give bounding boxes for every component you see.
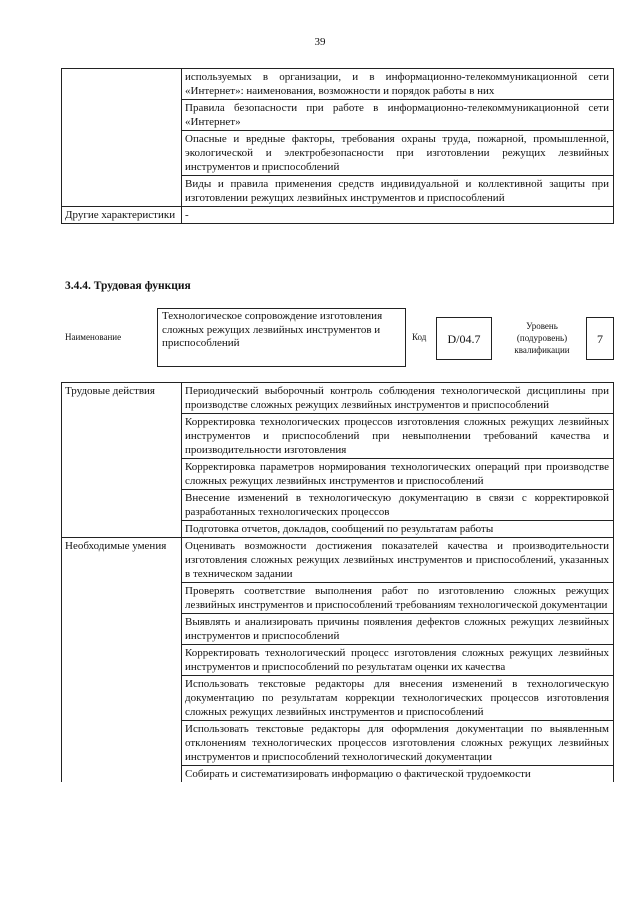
labor-action-item: Подготовка отчетов, докладов, сообщений по результатам работы — [182, 521, 614, 538]
code-label: Код — [412, 332, 427, 342]
skill-item: Собирать и систематизировать информацию о фактической трудоемкости — [182, 766, 614, 783]
skill-item: Проверять соответствие выполнения работ по изготовлению сложных режущих лезвийных инструментов и приспособлений требованиям технологической документации — [182, 583, 614, 614]
table-row — [62, 538, 614, 583]
required-skills-label: Необходимые умения — [62, 538, 182, 783]
labor-action-item: Периодический выборочный контроль соблюдения технологической дисциплины при производстве сложных режущих лезвийных инструментов и приспособлений — [182, 383, 614, 414]
knowledge-table-continuation — [61, 68, 614, 224]
knowledge-item: Правила безопасности при работе в информационно-телекоммуникационной сети «Интернет» — [182, 100, 614, 131]
labor-action-item: Корректировка технологических процессов изготовления сложных режущих лезвийных инструментов и приспособлений при невыполнении требований качества и производительности изготовления — [182, 414, 614, 459]
level-label: Уровень (подуровень) квалификации — [514, 321, 570, 355]
skill-item: Выявлять и анализировать причины появления дефектов сложных режущих лезвийных инструментов и приспособлений — [182, 614, 614, 645]
skill-item: Корректировать технологический процесс изготовления сложных режущих лезвийных инструментов и приспособлений по результатам оценки их качества — [182, 645, 614, 676]
knowledge-item: Виды и правила применения средств индивидуальной и коллективной защиты при изготовлении режущих лезвийных инструментов и приспособлений — [182, 176, 614, 207]
table-row — [62, 207, 614, 224]
labor-action-item: Внесение изменений в технологическую документацию в связи с корректировкой разработанных технологических процессов — [182, 490, 614, 521]
table-row — [62, 383, 614, 414]
table-row — [62, 69, 614, 100]
function-name: Технологическое сопровождение изготовления сложных режущих лезвийных инструментов и приспособлений — [157, 308, 406, 367]
labor-actions-label: Трудовые действия — [62, 383, 182, 538]
page-number: 39 — [314, 36, 326, 48]
other-characteristics-label: Другие характеристики — [62, 207, 182, 224]
function-header — [0, 308, 640, 368]
skill-item: Оценивать возможности достижения показателей качества и производительности изготовления сложных режущих лезвийных инструментов и приспособлений, указанных в техническом задании — [182, 538, 614, 583]
skill-item: Использовать текстовые редакторы для оформления документации по выявленным отклонениям технологических процессов изготовления сложных режущих лезвийных инструментов и приспособлений технологический документации — [182, 721, 614, 766]
labor-action-item: Корректировка параметров нормирования технологических операций при производстве сложных режущих лезвийных инструментов и приспособлений — [182, 459, 614, 490]
name-label: Наименование — [65, 332, 122, 342]
qualification-level: 7 — [586, 317, 614, 360]
empty-label-cell — [62, 69, 182, 207]
function-code: D/04.7 — [436, 317, 492, 360]
knowledge-item: используемых в организации, и в информационно-телекоммуникационной сети «Интернет»: наименования, возможности и порядок работы в них — [182, 69, 614, 100]
other-characteristics-value: - — [182, 207, 614, 224]
knowledge-item: Опасные и вредные факторы, требования охраны труда, пожарной, промышленной, экологической и электробезопасности при изготовлении режущих лезвийных инструментов и приспособлений — [182, 131, 614, 176]
skill-item: Использовать текстовые редакторы для внесения изменений в технологическую документацию по результатам коррекции технологических процессов изготовления сложных режущих лезвийных инструментов и приспособлений — [182, 676, 614, 721]
function-details-table — [61, 382, 614, 782]
section-heading: 3.4.4. Трудовая функция — [65, 280, 191, 292]
